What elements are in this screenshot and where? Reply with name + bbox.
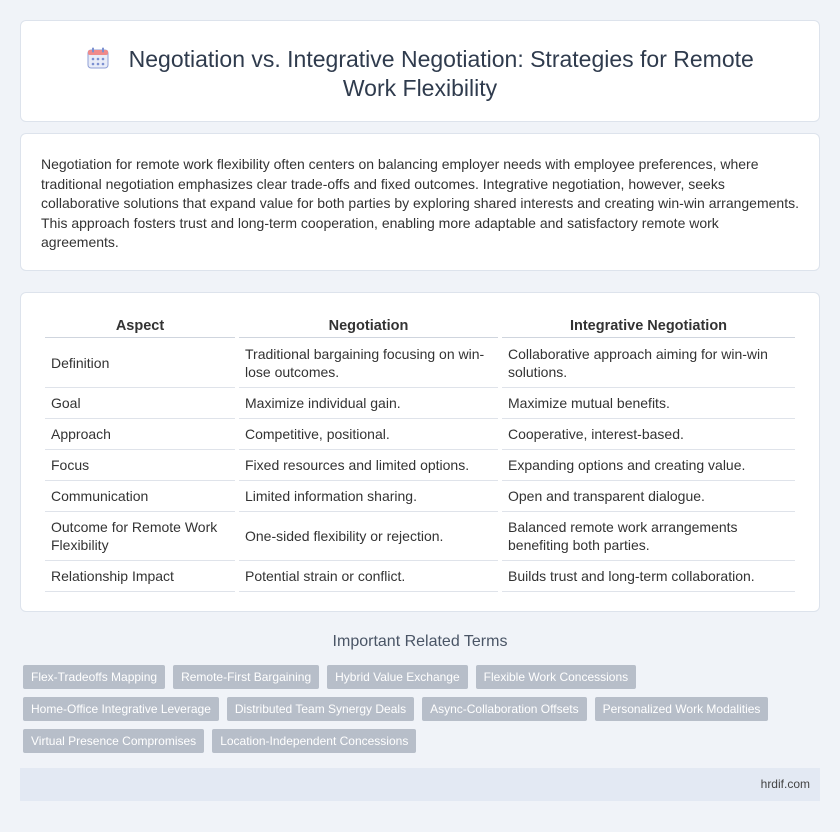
related-terms-list (23, 665, 803, 753)
header-card (20, 20, 820, 122)
cell-aspect: Outcome for Remote Work Flexibility (45, 512, 235, 561)
calendar-icon (86, 46, 110, 70)
footer-bar (20, 768, 820, 801)
cell-integrative: Builds trust and long-term collaboration. (502, 561, 795, 592)
title-wrap (61, 45, 779, 103)
related-tag[interactable]: Personalized Work Modalities (595, 697, 769, 721)
cell-negotiation: Maximize individual gain. (239, 388, 498, 419)
header-integrative: Integrative Negotiation (502, 314, 795, 338)
cell-negotiation: Limited information sharing. (239, 481, 498, 512)
cell-aspect: Goal (45, 388, 235, 419)
footer-site-link[interactable]: hrdif.com (760, 777, 810, 791)
table-header-row (45, 314, 795, 338)
cell-negotiation: Fixed resources and limited options. (239, 450, 498, 481)
related-tag[interactable]: Flexible Work Concessions (476, 665, 637, 689)
comparison-card (20, 292, 820, 612)
cell-integrative: Maximize mutual benefits. (502, 388, 795, 419)
related-tag[interactable]: Home-Office Integrative Leverage (23, 697, 219, 721)
cell-aspect: Definition (45, 338, 235, 388)
cell-aspect: Communication (45, 481, 235, 512)
intro-text: Negotiation for remote work flexibility often centers on balancing employer needs with employee preferences, where traditional negotiation emphasizes clear trade-offs and fixed outcomes. Integrative negotiation, however, seeks collaborative solutions that expand value for both parties by exploring shared interests and creating win-win arrangements. This approach fosters trust and long-term cooperation, enabling more adaptable and satisfactory remote work agreements. (41, 156, 799, 251)
cell-aspect: Approach (45, 419, 235, 450)
related-tag[interactable]: Hybrid Value Exchange (327, 665, 468, 689)
header-negotiation: Negotiation (239, 314, 498, 338)
table-row (45, 388, 795, 419)
related-tag[interactable]: Remote-First Bargaining (173, 665, 319, 689)
page-title: Negotiation vs. Integrative Negotiation: Strategies for Remote Work Flexibility (128, 46, 754, 101)
cell-integrative: Expanding options and creating value. (502, 450, 795, 481)
cell-integrative: Cooperative, interest-based. (502, 419, 795, 450)
cell-negotiation: Potential strain or conflict. (239, 561, 498, 592)
cell-negotiation: Traditional bargaining focusing on win-lose outcomes. (239, 338, 498, 388)
table-row (45, 481, 795, 512)
cell-integrative: Open and transparent dialogue. (502, 481, 795, 512)
related-tag[interactable]: Distributed Team Synergy Deals (227, 697, 414, 721)
table-row (45, 419, 795, 450)
header-aspect: Aspect (45, 314, 235, 338)
cell-integrative: Balanced remote work arrangements benefiting both parties. (502, 512, 795, 561)
related-tag[interactable]: Async-Collaboration Offsets (422, 697, 587, 721)
table-row (45, 338, 795, 388)
related-terms-title: Important Related Terms (332, 633, 508, 650)
table-row (45, 512, 795, 561)
cell-negotiation: One-sided flexibility or rejection. (239, 512, 498, 561)
cell-negotiation: Competitive, positional. (239, 419, 498, 450)
cell-aspect: Relationship Impact (45, 561, 235, 592)
cell-integrative: Collaborative approach aiming for win-win solutions. (502, 338, 795, 388)
related-tag[interactable]: Location-Independent Concessions (212, 729, 416, 753)
related-tag[interactable]: Virtual Presence Compromises (23, 729, 204, 753)
table-row (45, 450, 795, 481)
cell-aspect: Focus (45, 450, 235, 481)
comparison-table (41, 314, 799, 592)
intro-card (20, 133, 820, 271)
table-row (45, 561, 795, 592)
related-tag[interactable]: Flex-Tradeoffs Mapping (23, 665, 165, 689)
